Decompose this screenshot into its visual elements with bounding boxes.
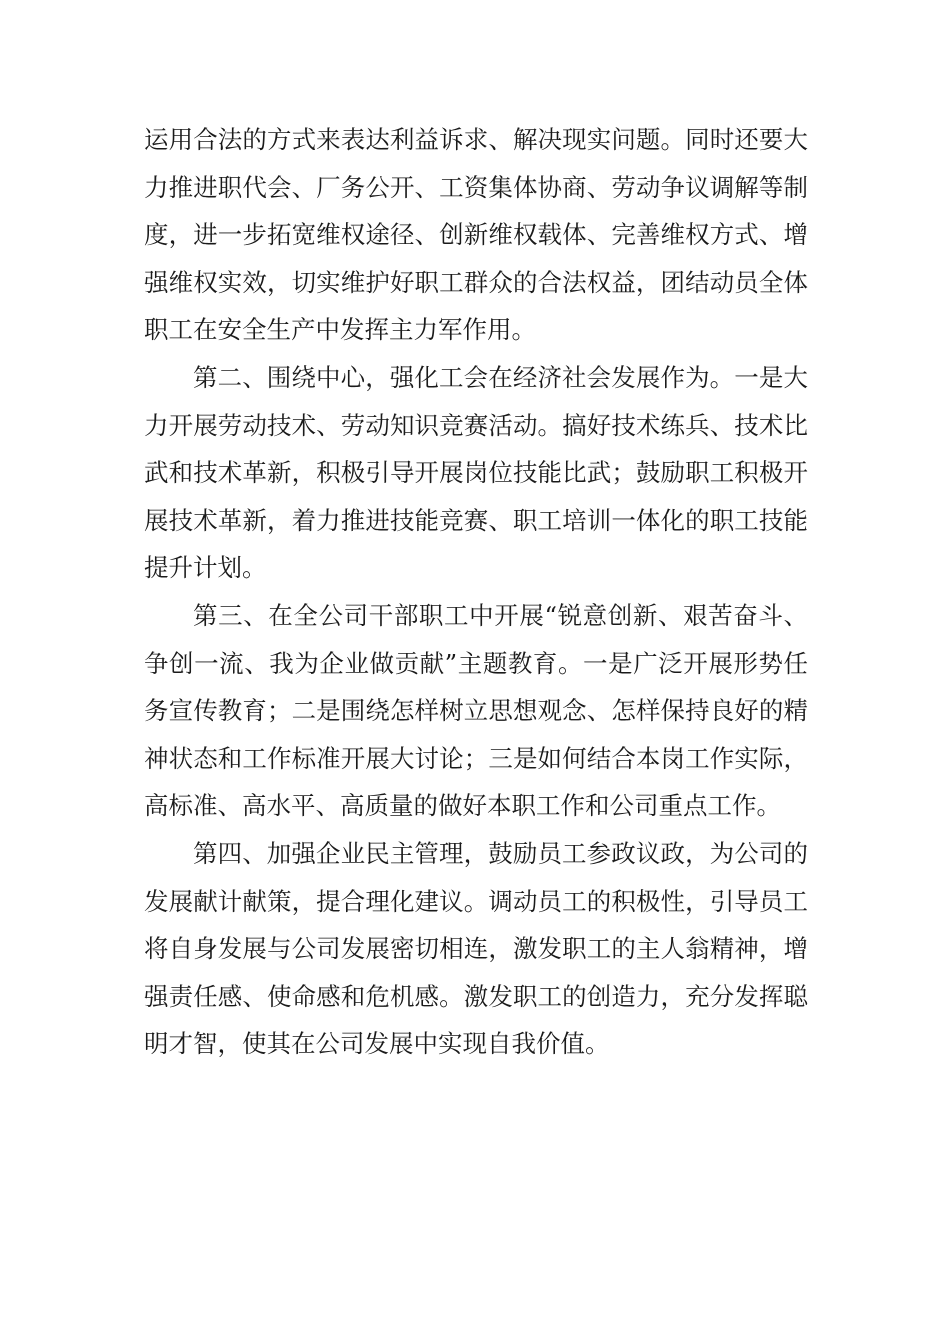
document-body bbox=[144, 116, 808, 1068]
paragraph-3: 第三、在全公司干部职工中开展“锐意创新、艰苦奋斗、争创一流、我为企业做贡献”主题教育。一是广泛开展形势任务宣传教育；二是围绕怎样树立思想观念、怎样保持良好的精神状态和工作标准开展大讨论；三是如何结合本岗工作实际，高标准、高水平、高质量的做好本职工作和公司重点工作。 bbox=[144, 600, 808, 821]
paragraph-2: 第二、围绕中心，强化工会在经济社会发展作为。一是大力开展劳动技术、劳动知识竞赛活动。搞好技术练兵、技术比武和技术革新，积极引导开展岗位技能比武；鼓励职工积极开展技术革新，着力推进技能竞赛、职工培训一体化的职工技能提升计划。 bbox=[144, 362, 808, 583]
paragraph-1: 运用合法的方式来表达利益诉求、解决现实问题。同时还要大力推进职代会、厂务公开、工资集体协商、劳动争议调解等制度，进一步拓宽维权途径、创新维权载体、完善维权方式、增强维权实效，切实维护好职工群众的合法权益，团结动员全体职工在安全生产中发挥主力军作用。 bbox=[144, 125, 808, 345]
paragraph-4: 第四、加强企业民主管理，鼓励员工参政议政，为公司的发展献计献策，提合理化建议。调动员工的积极性，引导员工将自身发展与公司发展密切相连，激发职工的主人翁精神，增强责任感、使命感和危机感。激发职工的创造力，充分发挥聪明才智，使其在公司发展中实现自我价值。 bbox=[144, 838, 808, 1059]
